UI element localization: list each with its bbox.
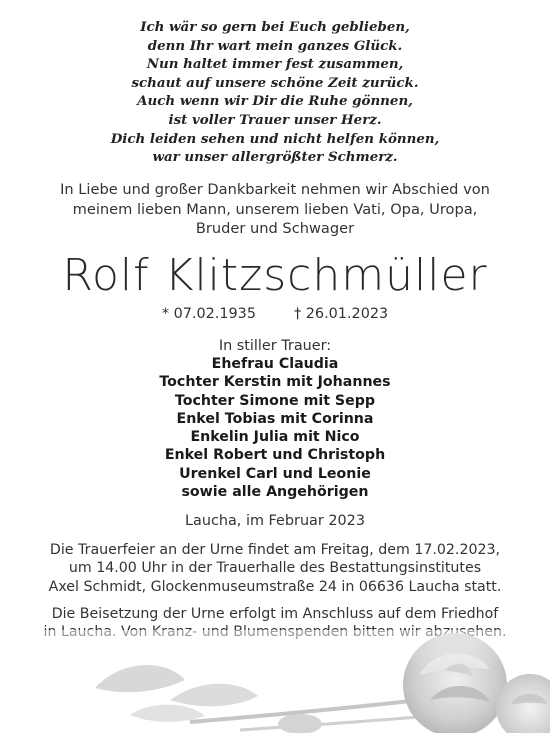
- poem-line: Auch wenn wir Dir die Ruhe gönnen,: [137, 93, 413, 110]
- mourner: Tochter Kerstin mit Johannes: [159, 374, 391, 391]
- mourner: Enkel Tobias mit Corinna: [176, 410, 374, 427]
- stem-shape: [240, 716, 430, 730]
- poem-line: schaut auf unsere schöne Zeit zurück.: [131, 74, 419, 91]
- leaf-shape: [130, 705, 205, 722]
- mourners-list: [0, 355, 550, 501]
- deceased-name: Rolf Klitzschmüller: [62, 250, 488, 301]
- funeral-info-line: um 14.00 Uhr in der Trauerhalle des Bestattungsinstitutes: [68, 560, 482, 577]
- mourning-label: In stiller Trauer:: [218, 338, 332, 354]
- poem-line: Ich wär so gern bei Euch geblieben,: [140, 19, 410, 35]
- roses-icon: [0, 630, 550, 733]
- mourner: Urenkel Carl und Leonie: [179, 465, 371, 482]
- mourner: Enkel Robert und Christoph: [164, 447, 386, 464]
- death-date: † 26.01.2023: [294, 306, 389, 322]
- mourner: Tochter Simone mit Sepp: [174, 392, 376, 409]
- life-dates: [0, 304, 550, 324]
- place-and-date: Laucha, im Februar 2023: [185, 513, 365, 529]
- mourner: Enkelin Julia mit Nico: [190, 429, 360, 446]
- intro-line: meinem lieben Mann, unserem lieben Vati, Opa, Uropa,: [72, 200, 478, 218]
- rose-bud-shape: [278, 714, 322, 733]
- farewell-intro: [0, 180, 550, 239]
- intro-line: Bruder und Schwager: [195, 220, 355, 237]
- poem-line: Nun haltet immer fest zusammen,: [146, 56, 404, 73]
- mourner: sowie alle Angehörigen: [181, 484, 369, 501]
- mourner: Ehefrau Claudia: [211, 356, 339, 372]
- poem-line: war unser allergrößter Schmerz.: [152, 149, 398, 166]
- funeral-info-line: Die Trauerfeier an der Urne findet am Freitag, dem 17.02.2023,: [49, 542, 501, 558]
- funeral-info: [0, 541, 550, 596]
- birth-date: * 07.02.1935: [161, 306, 256, 322]
- poem-line: ist voller Trauer unser Herz.: [168, 111, 382, 128]
- burial-info-line: Die Beisetzung der Urne erfolgt im Anschluss auf dem Friedhof: [51, 606, 499, 622]
- funeral-info-line: Axel Schmidt, Glockenmuseumstraße 24 in 06636 Laucha statt.: [48, 578, 502, 595]
- poem-line: Dich leiden sehen und nicht helfen können,: [110, 130, 440, 147]
- poem-line: denn Ihr wart mein ganzes Glück.: [147, 37, 403, 54]
- intro-line: In Liebe und großer Dankbarkeit nehmen wir Abschied von: [60, 181, 490, 198]
- poem: [0, 18, 550, 167]
- leaf-shape: [170, 684, 258, 707]
